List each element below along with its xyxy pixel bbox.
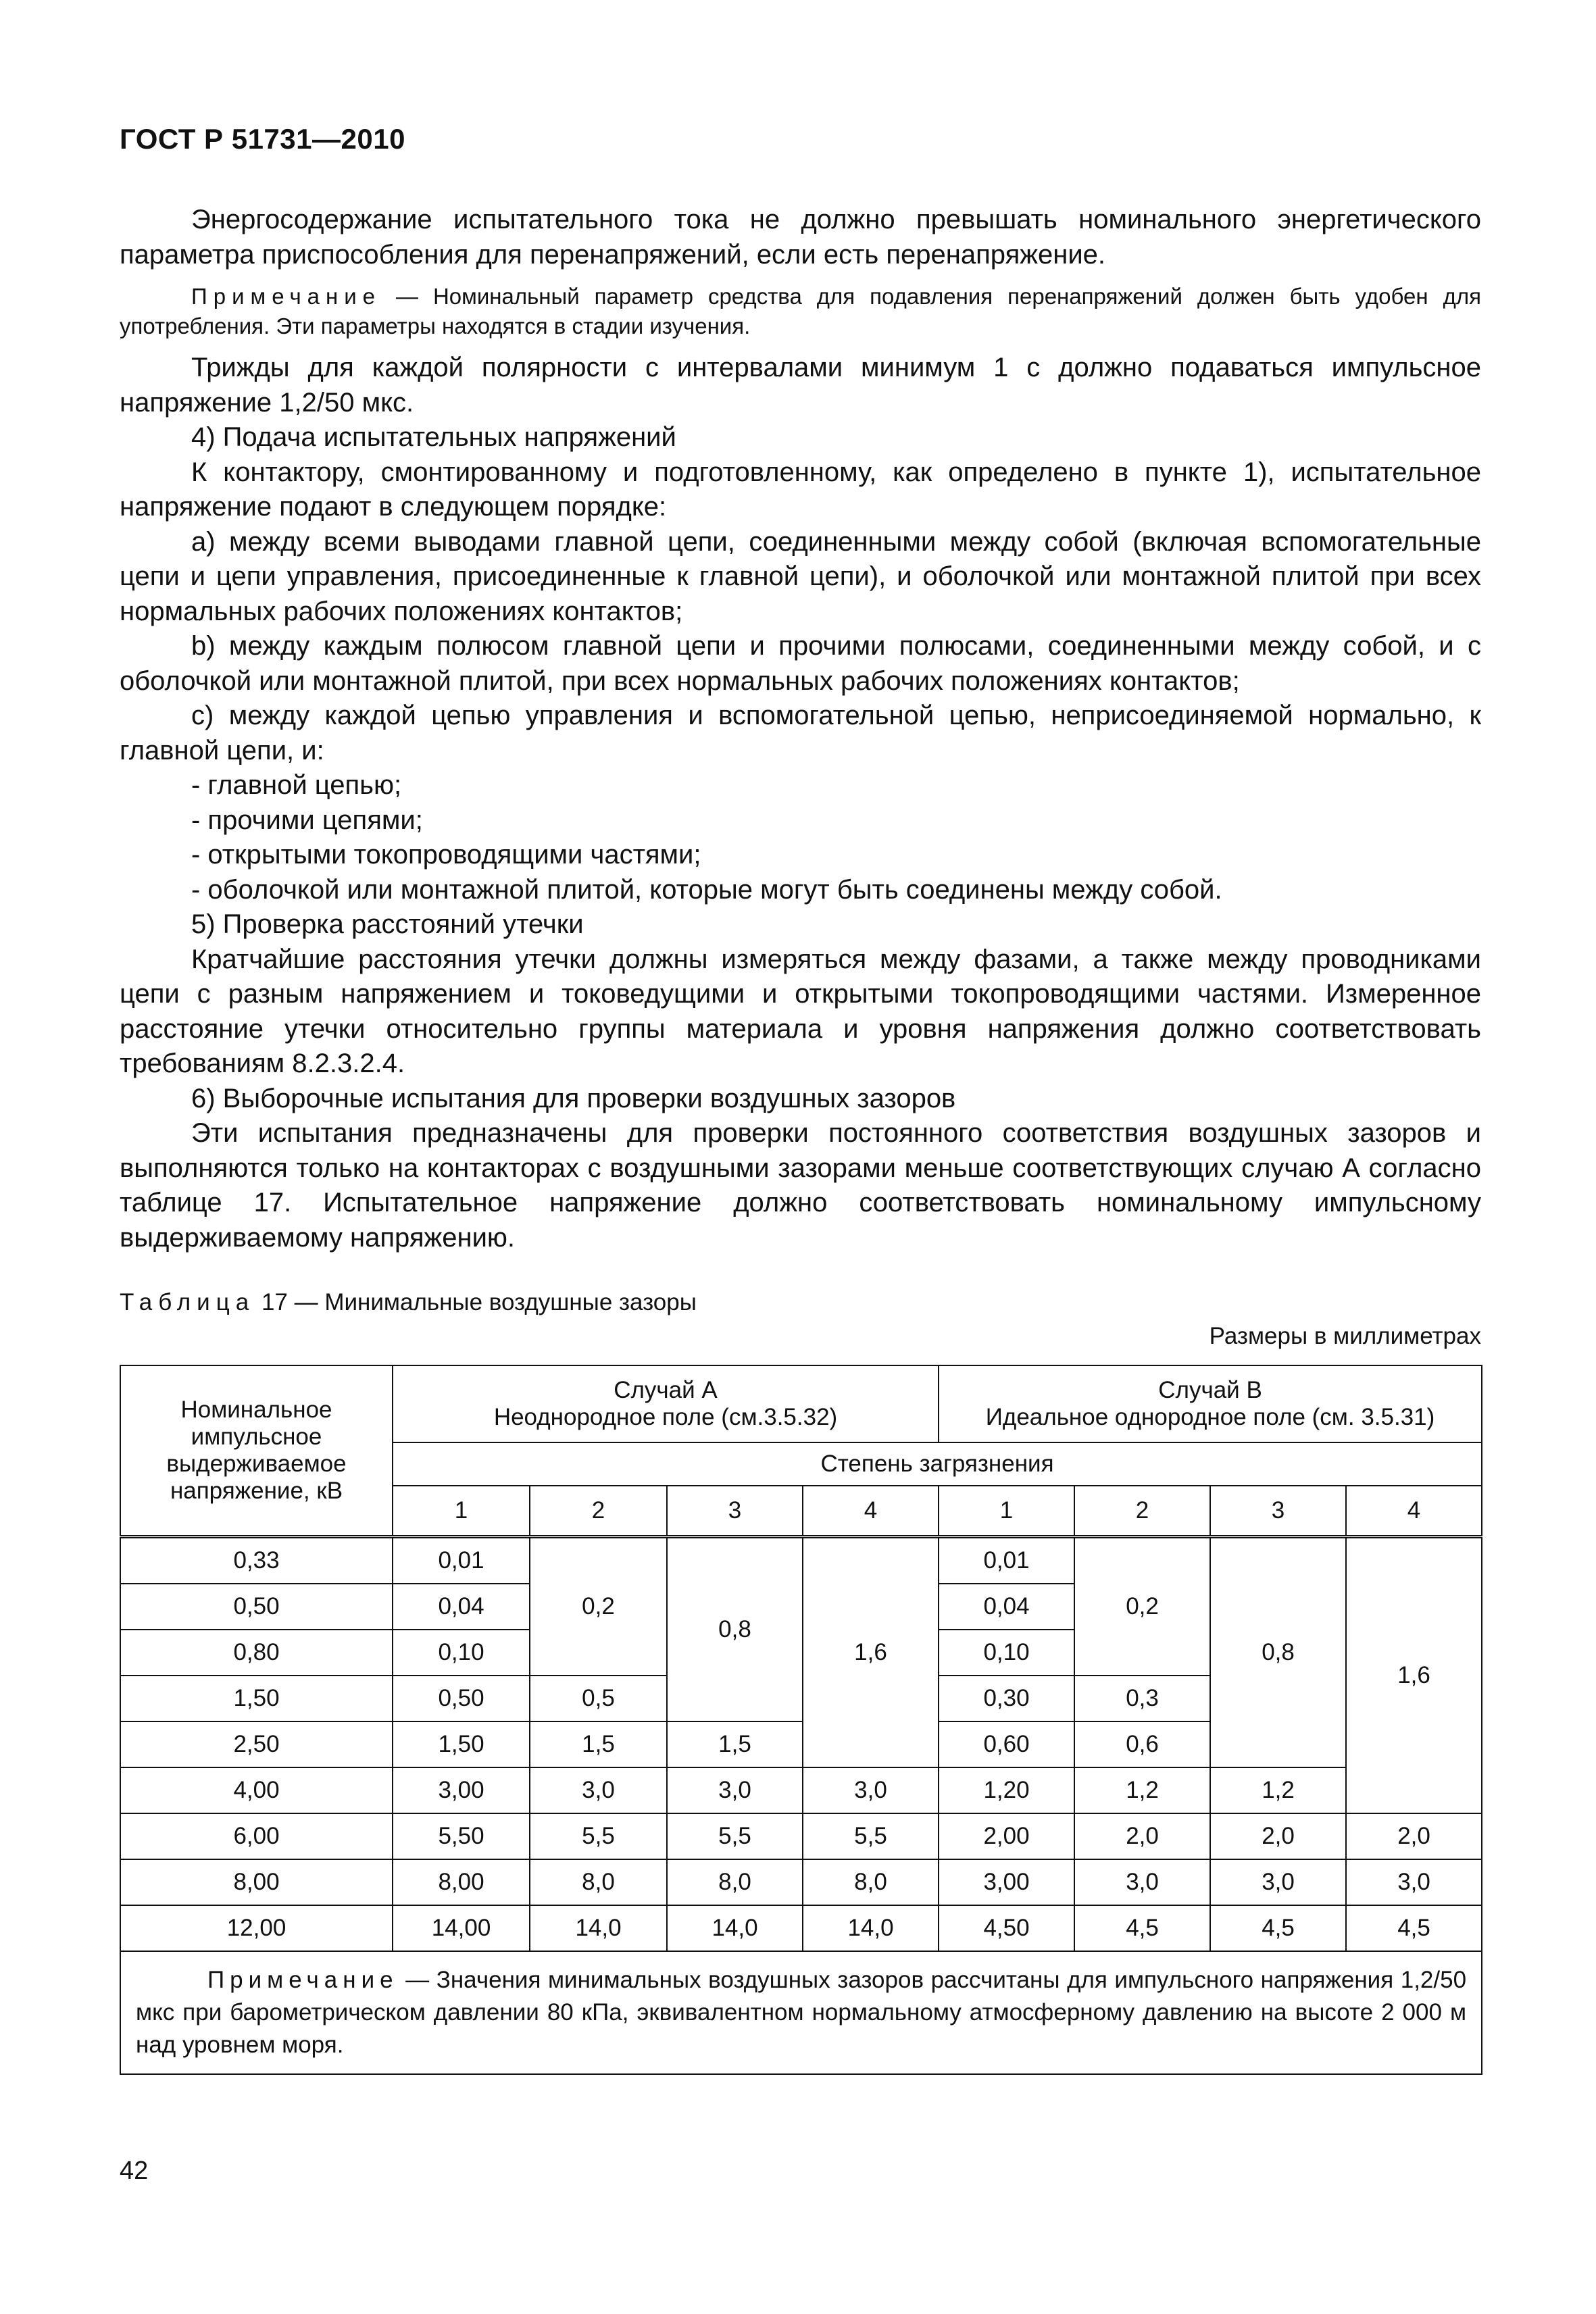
paragraph: К контактору, смонтированному и подготовленному, как определено в пункте 1), испытательное напряжение подают в следующем порядке: [120,457,1481,522]
value-cell: 3,00 [939,1859,1074,1905]
table-row [120,1859,1482,1905]
value-cell: 3,0 [803,1767,939,1813]
standard-designation: ГОСТ Р 51731—2010 [120,123,405,155]
value-cell: 0,10 [939,1630,1074,1676]
merged-value-cell: 1,6 [803,1537,939,1768]
note [120,282,1481,341]
value-cell: 3,0 [530,1767,667,1813]
value-cell: 4,5 [1210,1905,1346,1951]
paragraph: Трижды для каждой полярности с интервалами минимум 1 с должно подаваться импульсное напряжение 1,2/50 мкс. [120,353,1481,418]
value-cell: 14,0 [667,1905,803,1951]
value-cell: 4,5 [1346,1905,1482,1951]
value-cell: 1,2 [1074,1767,1210,1813]
value-cell: 2,0 [1346,1813,1482,1859]
value-cell: 0,04 [939,1584,1074,1630]
degree-header: 2 [1074,1486,1210,1537]
table-row [120,1767,1482,1813]
table-note-text: — Значения минимальных воздушных зазоров рассчитаны для импульсного напряжения 1,2/50 мкс при барометрическом давлении 80 кПа, эквивалентном нормальному атмосферному давлению на высоте 2 000 м над уровнем моря. [136,1967,1467,2058]
value-cell: 4,50 [939,1905,1074,1951]
degree-header: 3 [1210,1486,1346,1537]
sub-list-item: - открытыми токопроводящими частями; [191,840,701,870]
value-cell: 8,0 [803,1859,939,1905]
value-cell: 5,5 [530,1813,667,1859]
voltage-cell: 1,50 [120,1676,393,1721]
table-caption-text: 17 — Минимальные воздушные зазоры [255,1289,697,1315]
paragraph: Кратчайшие расстояния утечки должны измеряться между фазами, а также между проводниками цепи с разным напряжением и токоведущими и открытыми токопроводящими частями. Измеренное расстояние утечки относительно группы материала и уровня напряжения должно соответствовать требованиям 8.2.3.2.4. [120,944,1481,1078]
list-item: c) между каждой цепью управления и вспомогательной цепью, неприсоединяемой нормально, к главной цепи, и: [120,701,1481,765]
value-cell: 3,0 [1346,1859,1482,1905]
degree-header: 2 [530,1486,667,1537]
value-cell: 14,00 [393,1905,530,1951]
value-cell: 1,5 [530,1721,667,1767]
value-cell: 8,0 [667,1859,803,1905]
value-cell: 1,50 [393,1721,530,1767]
merged-value-cell: 0,8 [667,1537,803,1722]
value-cell: 2,00 [939,1813,1074,1859]
section-heading: 4) Подача испытательных напряжений [191,422,676,452]
value-cell: 4,5 [1074,1905,1210,1951]
page-number: 42 [120,2157,149,2185]
voltage-cell: 2,50 [120,1721,393,1767]
merged-value-cell: 0,2 [1074,1537,1210,1676]
table-row [120,1813,1482,1859]
value-cell: 8,0 [530,1859,667,1905]
value-cell: 0,01 [939,1537,1074,1584]
value-cell: 3,00 [393,1767,530,1813]
section-heading: 6) Выборочные испытания для проверки воздушных зазоров [191,1083,956,1113]
clearance-table [120,1365,1482,2075]
value-cell: 3,0 [1074,1859,1210,1905]
degree-header: 1 [393,1486,530,1537]
pollution-degree-header: Степень загрязнения [393,1442,1482,1486]
value-cell: 3,0 [1210,1859,1346,1905]
value-cell: 0,60 [939,1721,1074,1767]
voltage-cell: 0,33 [120,1537,393,1584]
degree-header: 3 [667,1486,803,1537]
value-cell: 5,50 [393,1813,530,1859]
value-cell: 0,50 [393,1676,530,1721]
paragraph: Эти испытания предназначены для проверки постоянного соответствия воздушных зазоров и выполняются только на контакторах с воздушными зазорами меньше соответствующих случаю А согласно таблице 17. Испытательное напряжение должно соответствовать номинальному импульсному выдерживаемому напряжению. [120,1118,1481,1253]
section-heading: 5) Проверка расстояний утечки [191,909,584,939]
degree-header: 4 [1346,1486,1482,1537]
voltage-cell: 6,00 [120,1813,393,1859]
value-cell: 0,5 [530,1676,667,1721]
voltage-cell: 0,80 [120,1630,393,1676]
voltage-cell: 8,00 [120,1859,393,1905]
table-caption-label: Таблица [120,1289,255,1315]
merged-value-cell: 1,6 [1346,1537,1482,1814]
degree-header: 4 [803,1486,939,1537]
value-cell: 14,0 [530,1905,667,1951]
table-row [120,1905,1482,1951]
table-row [120,1537,1482,1584]
merged-value-cell: 0,2 [530,1537,667,1676]
value-cell: 1,20 [939,1767,1074,1813]
value-cell: 1,2 [1210,1767,1346,1813]
list-item: b) между каждым полюсом главной цепи и прочими полюсами, соединенными между собой, и с оболочкой или монтажной плитой, при всех нормальных рабочих положениях контактов; [120,631,1481,696]
sub-list-item: - главной цепью; [191,770,402,800]
table-caption [120,1289,697,1316]
value-cell: 0,10 [393,1630,530,1676]
voltage-cell: 12,00 [120,1905,393,1951]
list-item: a) между всеми выводами главной цепи, соединенными между собой (включая вспомогательные цепи и цепи управления, присоединенные к главной цепи), и оболочкой или монтажной плитой при всех нормальных рабочих положениях контактов; [120,526,1481,626]
value-cell: 0,01 [393,1537,530,1584]
value-cell: 5,5 [667,1813,803,1859]
table-units: Размеры в миллиметрах [1209,1323,1481,1349]
value-cell: 8,00 [393,1859,530,1905]
note-text: — Номинальный параметр средства для подавления перенапряжений должен быть удобен для употребления. Эти параметры находятся в стадии изучения. [120,284,1481,338]
value-cell: 0,04 [393,1584,530,1630]
value-cell: 2,0 [1210,1813,1346,1859]
merged-value-cell: 0,8 [1210,1537,1346,1768]
value-cell: 2,0 [1074,1813,1210,1859]
value-cell: 0,3 [1074,1676,1210,1721]
value-cell: 0,6 [1074,1721,1210,1767]
voltage-cell: 4,00 [120,1767,393,1813]
paragraph: Энергосодержание испытательного тока не должно превышать номинального энергетического параметра приспособления для перенапряжений, если есть перенапряжение. [120,205,1481,270]
value-cell: 0,30 [939,1676,1074,1721]
degree-header: 1 [939,1486,1074,1537]
sub-list-item: - прочими цепями; [191,805,423,835]
value-cell: 5,5 [803,1813,939,1859]
body-text [120,203,1481,1255]
case-b-header: Случай В Идеальное однородное поле (см. 3.5.31) [939,1365,1482,1442]
voltage-column-header: Номинальное импульсное выдерживаемое напряжение, кВ [120,1365,393,1537]
voltage-cell: 0,50 [120,1584,393,1630]
value-cell: 3,0 [667,1767,803,1813]
table-note-label: Примечание [207,1967,399,1993]
sub-list-item: - оболочкой или монтажной плитой, которые могут быть соединены между собой. [191,874,1222,905]
case-a-header: Случай А Неоднородное поле (см.3.5.32) [393,1365,939,1442]
value-cell: 14,0 [803,1905,939,1951]
value-cell: 1,5 [667,1721,803,1767]
note-label: Примечание [191,284,382,309]
table-note [120,1951,1482,2074]
